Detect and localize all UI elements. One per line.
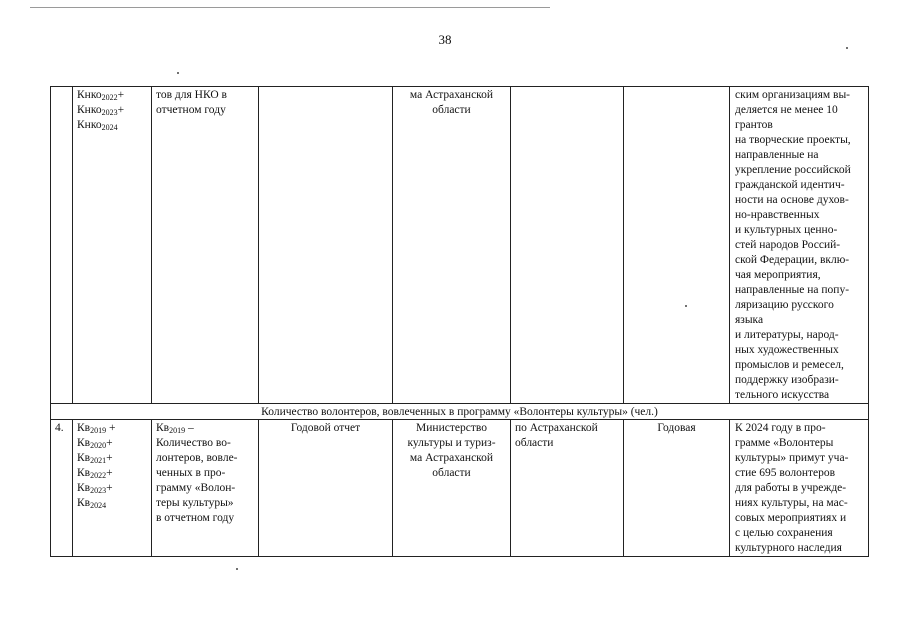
- cell-source: Годовой отчет: [259, 420, 393, 557]
- table-row-continued: [51, 87, 869, 404]
- cell-comment: ским организациям вы- деляется не менее 10 грантов на творческие проекты, направленные на укрепление российской гражданской идентич- ности на основе духов- но-нравственных и культурных ценно- стей народов Россий- ской Федерации, вклю- чая мероприятия, направленные на попу- ляризацию русского языка и литературы, народ- ных художественных промыслов и ремесел, поддержку изобрази- тельного искусства: [730, 87, 869, 404]
- indicators-table: [50, 86, 869, 557]
- cell-formula: [73, 420, 152, 557]
- scan-speck: [846, 47, 848, 49]
- cell-source: [259, 87, 393, 404]
- formula-line: $Кв_{2019}$ +: [77, 422, 116, 435]
- formula-line: $Кв_{2020}+$: [77, 437, 113, 450]
- formula-line: $Кв_{2023}+$: [77, 482, 113, 495]
- formula-line: $Кв_{2022}+$: [77, 467, 113, 480]
- cell-definition: $Кв_{2019}$ – Количество во- лонтеров, вовле- ченных в про- грамму «Волон- теры культуры» в отчетном году: [152, 420, 259, 557]
- formula-line: $Кв_{2021}+$: [77, 452, 113, 465]
- formula-line: Кнко$_{2024}$: [77, 119, 118, 132]
- scan-speck: [177, 72, 179, 74]
- cell-responsible: Министерство культуры и туриз- ма Астраханской области: [393, 420, 511, 557]
- table-row-4: [51, 420, 869, 557]
- cell-frequency: Годовая: [624, 420, 730, 557]
- cell-comment: К 2024 году в про- грамме «Волонтеры культуры» примут уча- стие 695 волонтеров для работы в учрежде- ниях культуры, на мас- совых мероприятиях и с целью сохранения культурного наследия: [730, 420, 869, 557]
- scan-speck: [236, 568, 238, 570]
- cell-territory: [511, 87, 624, 404]
- table-section-row: [51, 404, 869, 420]
- cell-frequency: [624, 87, 730, 404]
- formula-line: $Кв_{2024}$: [77, 497, 107, 510]
- scan-edge-line: [30, 7, 550, 8]
- definition-head: $Кв_{2019}$ –: [156, 422, 194, 435]
- cell-formula: [73, 87, 152, 404]
- page-number: 38: [438, 32, 452, 47]
- section-title: Количество волонтеров, вовлеченных в программу «Волонтеры культуры» (чел.): [51, 404, 869, 420]
- cell-responsible: ма Астраханской области: [393, 87, 511, 404]
- cell-territory: по Астраханской области: [511, 420, 624, 557]
- formula-line: Кнко$_{2022}$+: [77, 89, 125, 102]
- cell-num: [51, 87, 73, 404]
- cell-num: 4.: [51, 420, 73, 557]
- cell-definition: тов для НКО в отчетном году: [152, 87, 259, 404]
- formula-line: Кнко$_{2023}$+: [77, 104, 125, 117]
